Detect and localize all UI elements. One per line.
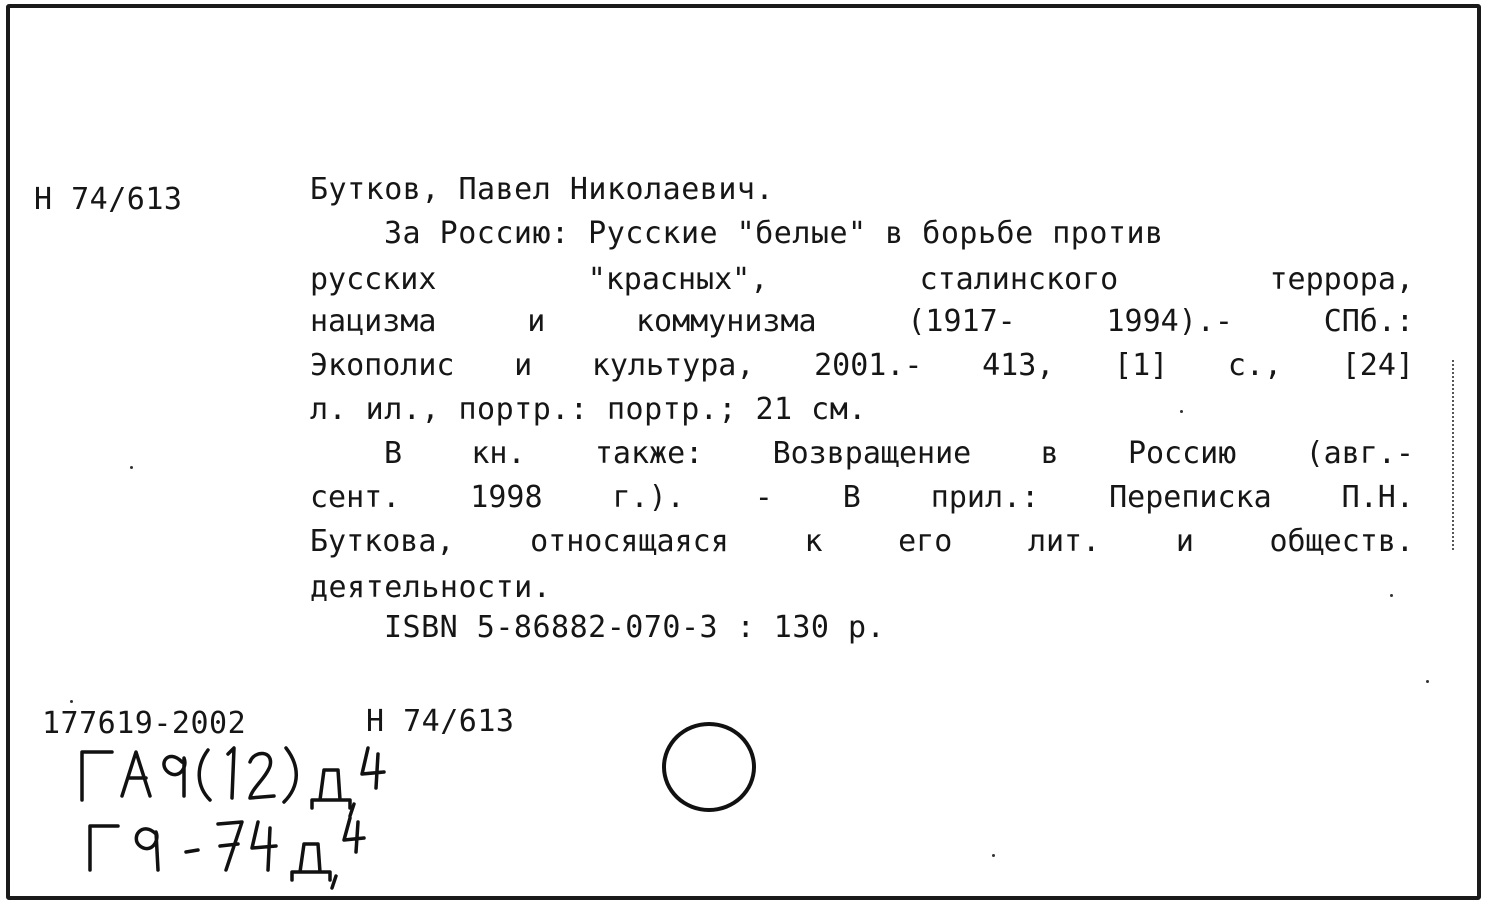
note-line-3-word: лит. [1027,524,1101,559]
note-line-4: деятельности. [310,570,552,605]
speck [1390,594,1393,597]
note-line-2-word: 1998 [470,480,543,515]
note-line-1-word: В [384,436,403,471]
title-line-2-word: террора, [1269,262,1414,297]
title-line-3-word: нацизма [310,304,437,339]
note-line-3 [310,524,1414,560]
note-line-3-word: Буткова, [310,524,455,559]
title-line-3-word: СПб.: [1323,304,1414,339]
speck [70,700,73,703]
note-line-1-word: также: [594,436,704,471]
circle-stamp [662,722,756,812]
speck [1426,680,1429,683]
note-line-1-word: в [1040,436,1059,471]
title-line-2-word: "красных", [587,262,769,297]
title-line-3-word: 1994).- [1106,304,1233,339]
title-line-1: За Россию: Русские "белые" в борьбе против [384,216,1164,251]
note-line-1-word: (авг.- [1305,436,1414,471]
speck [1180,410,1183,413]
note-line-2-word: прил.: [930,480,1040,515]
title-line-4-word: [24] [1341,348,1414,383]
note-line-1-word: Возвращение [772,436,972,471]
isbn-price: ISBN 5-86882-070-3 : 130 р. [384,610,886,645]
handwritten-classification [60,740,480,890]
note-line-3-word: обществ. [1269,524,1414,559]
accession-number: 177619-2002 [42,706,247,741]
note-line-2 [310,480,1414,516]
note-line-2-word: Переписка [1109,480,1272,515]
note-line-3-word: к [804,524,823,559]
title-line-4-word: Экополис [310,348,455,383]
shelf-mark: Н 74/613 [34,182,183,217]
note-line-2-word: сент. [310,480,401,515]
note-line-3-word: и [1175,524,1194,559]
title-line-2 [310,262,1414,298]
speck [992,854,995,857]
title-line-5: л. ил., портр.: портр.; 21 см. [310,392,867,427]
title-line-2-word: сталинского [919,262,1119,297]
note-line-3-word: его [898,524,953,559]
speck [130,466,133,469]
title-line-4 [310,348,1414,384]
title-line-3 [310,304,1414,340]
note-line-1-word: Россию [1127,436,1237,471]
note-line-2-word: П.Н. [1341,480,1414,515]
note-line-2-word: - [754,480,773,515]
note-line-2-word: В [842,480,861,515]
title-line-2-word: русских [310,262,437,297]
title-line-4-word: [1] [1114,348,1169,383]
title-line-4-word: и [514,348,533,383]
title-line-4-word: с., [1227,348,1283,383]
shelf-mark-bottom: Н 74/613 [366,704,515,739]
title-line-4-word: 2001.- [814,348,923,383]
title-line-4-word: культура, [591,348,755,383]
title-line-3-word: (1917- [907,304,1016,339]
note-line-1 [384,436,1414,472]
note-line-2-word: г.). [612,480,685,515]
title-line-3-word: коммунизма [636,304,817,339]
title-line-3-word: и [527,304,546,339]
note-line-1-word: кн. [471,436,526,471]
author-heading: Бутков, Павел Николаевич. [310,172,775,207]
note-line-3-word: относящаяся [530,524,729,559]
dotted-edge-mark [1452,360,1456,550]
title-line-4-word: 413, [982,348,1055,383]
